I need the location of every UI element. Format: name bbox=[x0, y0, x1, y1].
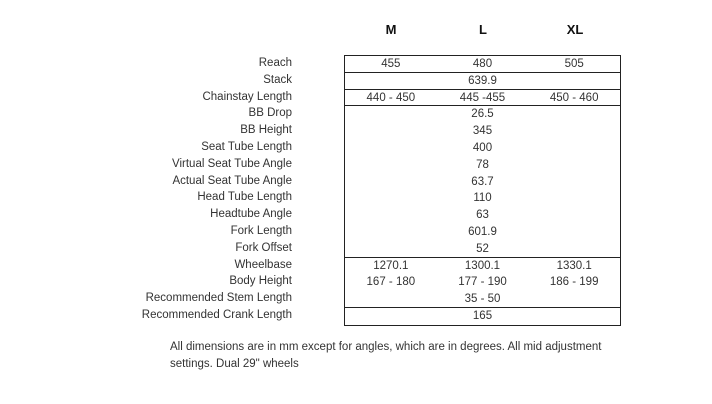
geometry-table bbox=[344, 55, 621, 326]
table-row bbox=[345, 274, 620, 291]
table-row bbox=[345, 258, 620, 275]
row-labels bbox=[100, 55, 292, 324]
table-cell: 165 bbox=[472, 309, 493, 322]
table-cell: 445 -455 bbox=[459, 91, 506, 104]
table-row bbox=[345, 123, 620, 140]
table-cell: 63.7 bbox=[471, 175, 494, 188]
row-label: Recommended Stem Length bbox=[145, 292, 292, 305]
table-cell: 186 - 199 bbox=[549, 276, 599, 289]
table-cell: 52 bbox=[476, 242, 489, 255]
table-row bbox=[345, 308, 620, 325]
table-row bbox=[345, 241, 620, 258]
table-cell: 440 - 450 bbox=[366, 91, 416, 104]
table-cell: 455 bbox=[381, 58, 401, 70]
row-label: Headtube Angle bbox=[210, 208, 292, 221]
table-cell: 480 bbox=[472, 58, 493, 70]
table-cell: 400 bbox=[472, 141, 493, 154]
size-header-l: L bbox=[479, 22, 487, 37]
table-row bbox=[345, 157, 620, 174]
table-cell: 110 bbox=[473, 192, 492, 205]
row-label: BB Height bbox=[240, 124, 292, 137]
table-row bbox=[345, 90, 620, 107]
row-label: Reach bbox=[258, 57, 292, 69]
table-cell: 1270.1 bbox=[373, 259, 409, 272]
table-cell: 35 - 50 bbox=[464, 293, 501, 306]
table-cell: 78 bbox=[476, 158, 489, 171]
table-row bbox=[345, 207, 620, 224]
size-header-xl: XL bbox=[566, 22, 584, 37]
table-cell: 177 - 190 bbox=[458, 276, 507, 289]
table-cell: 450 - 460 bbox=[549, 91, 599, 104]
row-label: Body Height bbox=[229, 275, 292, 288]
row-label: Fork Length bbox=[230, 224, 292, 237]
table-cell: 63 bbox=[476, 209, 489, 222]
footnote: All dimensions are in mm except for angles, which are in degrees. All mid adjustment settings. Dual 29" wheels bbox=[170, 341, 602, 370]
table-row bbox=[345, 56, 620, 73]
table-cell: 1300.1 bbox=[464, 259, 501, 272]
table-cell: 505 bbox=[564, 58, 584, 70]
row-label: Recommended Crank Length bbox=[141, 308, 292, 321]
table-row bbox=[345, 224, 620, 241]
table-row bbox=[345, 106, 620, 123]
row-label: Wheelbase bbox=[234, 258, 292, 271]
row-label: Chainstay Length bbox=[202, 90, 292, 103]
table-cell: 345 bbox=[472, 125, 493, 138]
table-cell: 167 - 180 bbox=[366, 276, 416, 289]
table-row bbox=[345, 291, 620, 308]
row-label: BB Drop bbox=[248, 107, 292, 120]
table-cell: 601.9 bbox=[468, 225, 497, 238]
size-header-m: M bbox=[385, 22, 397, 37]
table-cell: 26.5 bbox=[471, 108, 494, 121]
row-label: Virtual Seat Tube Angle bbox=[172, 157, 292, 170]
row-label: Stack bbox=[263, 73, 292, 86]
table-row bbox=[345, 140, 620, 157]
row-label: Seat Tube Length bbox=[201, 140, 292, 153]
table-row bbox=[345, 73, 620, 90]
table-row bbox=[345, 190, 620, 207]
table-row bbox=[345, 174, 620, 191]
table-cell: 639.9 bbox=[468, 74, 497, 87]
table-cell: 1330.1 bbox=[556, 259, 592, 272]
row-label: Fork Offset bbox=[235, 241, 292, 254]
row-label: Head Tube Length bbox=[197, 191, 292, 204]
row-label: Actual Seat Tube Angle bbox=[172, 174, 292, 187]
